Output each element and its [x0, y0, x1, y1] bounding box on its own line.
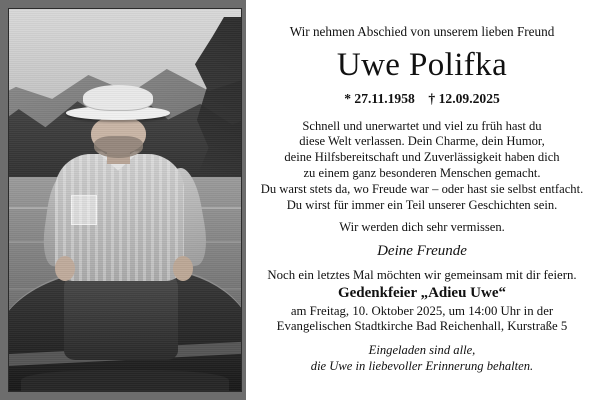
- closing-note: [258, 343, 586, 374]
- verse-line: zu einem ganz besonderen Menschen gemacht.: [303, 166, 541, 181]
- invitation-line: Noch ein letztes Mal möchten wir gemeinsam mit dir feiern.: [267, 268, 577, 283]
- event-detail-line: Evangelischen Stadtkirche Bad Reichenhall, Kurstraße 5: [276, 319, 568, 334]
- photo-panel: [0, 0, 246, 400]
- death-date: 12.09.2025: [438, 90, 500, 106]
- notice-text-panel: [246, 0, 600, 400]
- life-dates: [258, 91, 586, 107]
- birth-symbol: *: [344, 90, 351, 106]
- photo-sun-hat: [83, 85, 153, 110]
- memorial-verse: [258, 119, 586, 235]
- photo-person: [46, 85, 199, 360]
- portrait-photo: [8, 8, 242, 392]
- closing-line: die Uwe in liebevoller Erinnerung behalten.: [310, 359, 534, 374]
- intro-line: Wir nehmen Abschied von unserem lieben Freund: [289, 24, 555, 39]
- event-detail-line: am Freitag, 10. Oktober 2025, um 14:00 Uhr in der: [290, 304, 554, 319]
- death-symbol: †: [428, 90, 436, 106]
- verse-line: Wir werden dich sehr vermissen.: [339, 219, 505, 234]
- event-title: Gedenkfeier „Adieu Uwe“: [337, 285, 507, 302]
- birth-date: 27.11.1958: [354, 90, 415, 106]
- verse-line: Du wirst für immer ein Teil unserer Geschichten sein.: [286, 197, 558, 212]
- verse-line: deine Hilfsbereitschaft und Zuverlässigkeit haben dich: [284, 150, 560, 165]
- signature-line: Deine Freunde: [377, 242, 467, 259]
- verse-line: Du warst stets da, wo Freude war – oder hast sie selbst entfacht.: [260, 181, 584, 196]
- verse-line: Schnell und unerwartet und viel zu früh hast du: [302, 118, 542, 133]
- deceased-name: Uwe Polifka: [336, 46, 508, 83]
- closing-line: Eingeladen sind alle,: [368, 343, 476, 358]
- verse-line: diese Welt verlassen. Dein Charme, dein Humor,: [299, 134, 545, 149]
